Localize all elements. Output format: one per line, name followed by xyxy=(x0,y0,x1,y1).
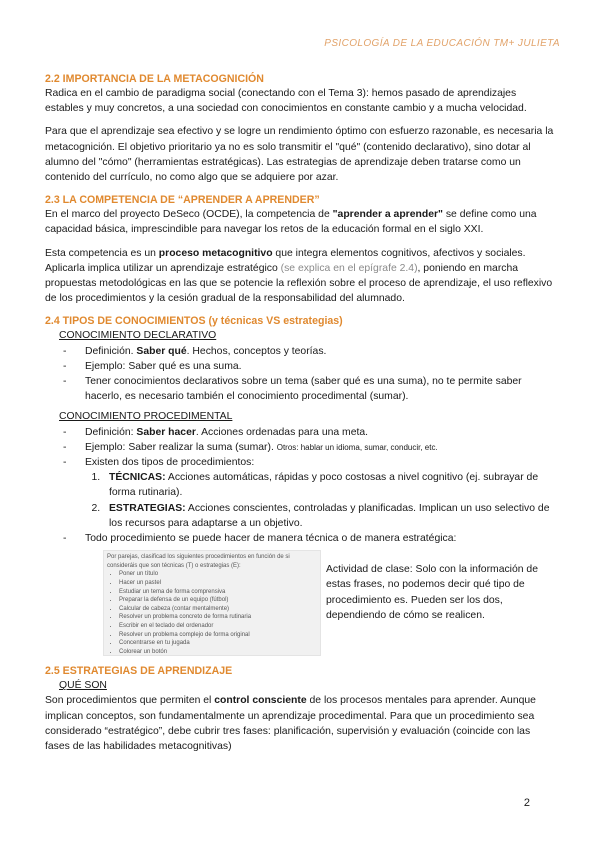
activity-item: • Colorear un botón xyxy=(119,648,317,656)
list-item-tecnicas: 1. TÉCNICAS: Acciones automáticas, rápidas y poco costosas a nivel cognitivo (ej. subrayar de forma rutinaria). xyxy=(103,470,557,500)
activity-item: • Preparar la defensa de un equipo (fútbol) xyxy=(119,596,317,605)
declarative-list xyxy=(45,344,557,405)
activity-item: • Escribir en el teclado del ordenador xyxy=(119,622,317,631)
section-2-2-paragraph-2: Para que el aprendizaje sea efectivo y se logre un rendimiento óptimo con esfuerzo razonable, es necesaria la metacognición. El objetivo prioritario ya no es solo transmitir el "qué" (contenido declarativo), sino dotar al alumno del "cómo" (herramientas estratégicas). Las estrategias de aprendizaje deben tratarse como un contenido del currículo, no como algo que se adquiere por azar. xyxy=(45,126,554,184)
section-2-3-title: 2.3 LA COMPETENCIA DE “APRENDER A APRENDER” xyxy=(45,194,320,207)
activity-item: • Calcular de cabeza (contar mentalmente) xyxy=(119,605,317,614)
activity-item: • Estudiar un tema de forma comprensiva xyxy=(119,588,317,597)
list-item: - Todo procedimiento se puede hacer de manera técnica o de manera estratégica: xyxy=(63,531,557,546)
list-item: - Existen dos tipos de procedimientos: xyxy=(63,455,557,470)
section-2-3-paragraph-2: Esta competencia es un proceso metacognitivo que integra elementos cognitivos, afectivos y sociales. Aplicarla implica utilizar un aprendizaje estratégico (se explica en el epígrafe 2.4), poniendo en marcha propuestas metodológicas en las que se potencie la reflexión sobre el proceso de aprendizaje, el uso reflexivo de los procedimientos y la cesión gradual de la responsabilidad del alumnado. xyxy=(45,247,553,305)
section-2-5-title: 2.5 ESTRATEGIAS DE APRENDIZAJE xyxy=(45,665,233,678)
activity-item: • Resolver un problema complejo de forma original xyxy=(119,631,317,640)
running-header: PSICOLOGÍA DE LA EDUCACIÓN TM+ JULIETA xyxy=(324,38,560,49)
section-2-5-paragraph: Son procedimientos que permiten el control consciente de los procesos mentales para aprender. Aunque implican conceptos, son fundamentalmente un aprendizaje procedimental. Para que un procedimiento sea considerado “estratégico”, debe cubrir tres fases: planificación, supervisión y evaluación (coincide con las fases de las habilidades metacognitivas) xyxy=(45,695,536,753)
procedural-list xyxy=(45,425,557,471)
activity-text: Actividad de clase: Solo con la información de estas frases, no podemos decir qué tipo de procedimiento es. Pueden ser los dos, dependiendo de cómo se realicen. xyxy=(326,564,538,621)
procedural-subtitle: CONOCIMIENTO PROCEDIMENTAL xyxy=(59,411,233,423)
activity-items xyxy=(107,570,317,656)
list-item-estrategias: 2. ESTRATEGIAS: Acciones conscientes, controladas y planificadas. Implican un uso selectivo de los recursos para adaptarse a un objetivo. xyxy=(103,501,557,531)
activity-item: • Concentrarse en tu jugada xyxy=(119,639,317,648)
activity-item: • Resolver un problema concreto de forma rutinaria xyxy=(119,613,317,622)
activity-intro: Por parejas, clasificad los siguientes procedimientos en función de si consideráis que son técnicas (T) o estrategias (E): xyxy=(107,554,290,569)
class-activity xyxy=(103,550,557,656)
activity-item: • Hacer un pastel xyxy=(119,579,317,588)
list-item: - Ejemplo: Saber realizar la suma (sumar). Otros: hablar un idioma, sumar, conducir, etc. xyxy=(63,440,557,455)
activity-image xyxy=(103,550,321,656)
list-item: - Ejemplo: Saber qué es una suma. xyxy=(63,359,557,374)
declarative-subtitle: CONOCIMIENTO DECLARATIVO xyxy=(59,330,217,342)
section-2-4-title: 2.4 TIPOS DE CONOCIMIENTOS (y técnicas VS estrategias) xyxy=(45,315,343,328)
que-son-subtitle: QUÉ SON xyxy=(59,680,107,692)
activity-item: • Poner un título xyxy=(119,570,317,579)
section-2-3-paragraph-1: En el marco del proyecto DeSeco (OCDE), la competencia de "aprender a aprender" se define como una capacidad básica, imprescindible para navegar los retos de la educación formal en el siglo XXI. xyxy=(45,209,537,236)
page-content xyxy=(45,72,557,754)
procedure-types-list xyxy=(45,470,557,531)
list-item: - Tener conocimientos declarativos sobre un tema (saber qué es una suma), no te permite saber hacerlo, es necesario también el conocimiento procedimental (sumar). xyxy=(63,374,557,404)
list-item: - Definición. Saber qué. Hechos, conceptos y teorías. xyxy=(63,344,557,359)
page-number: 2 xyxy=(523,797,530,809)
section-2-2-title: 2.2 IMPORTANCIA DE LA METACOGNICIÓN xyxy=(45,73,264,85)
procedural-list-continued xyxy=(45,531,557,546)
list-item: - Definición: Saber hacer. Acciones ordenadas para una meta. xyxy=(63,425,557,440)
section-2-2-paragraph-1: Radica en el cambio de paradigma social (conectando con el Tema 3): hemos pasado de aprendizajes estables y muy concretos, a una sociedad con conocimientos en constante cambio y a mucha velocidad. xyxy=(45,88,527,115)
